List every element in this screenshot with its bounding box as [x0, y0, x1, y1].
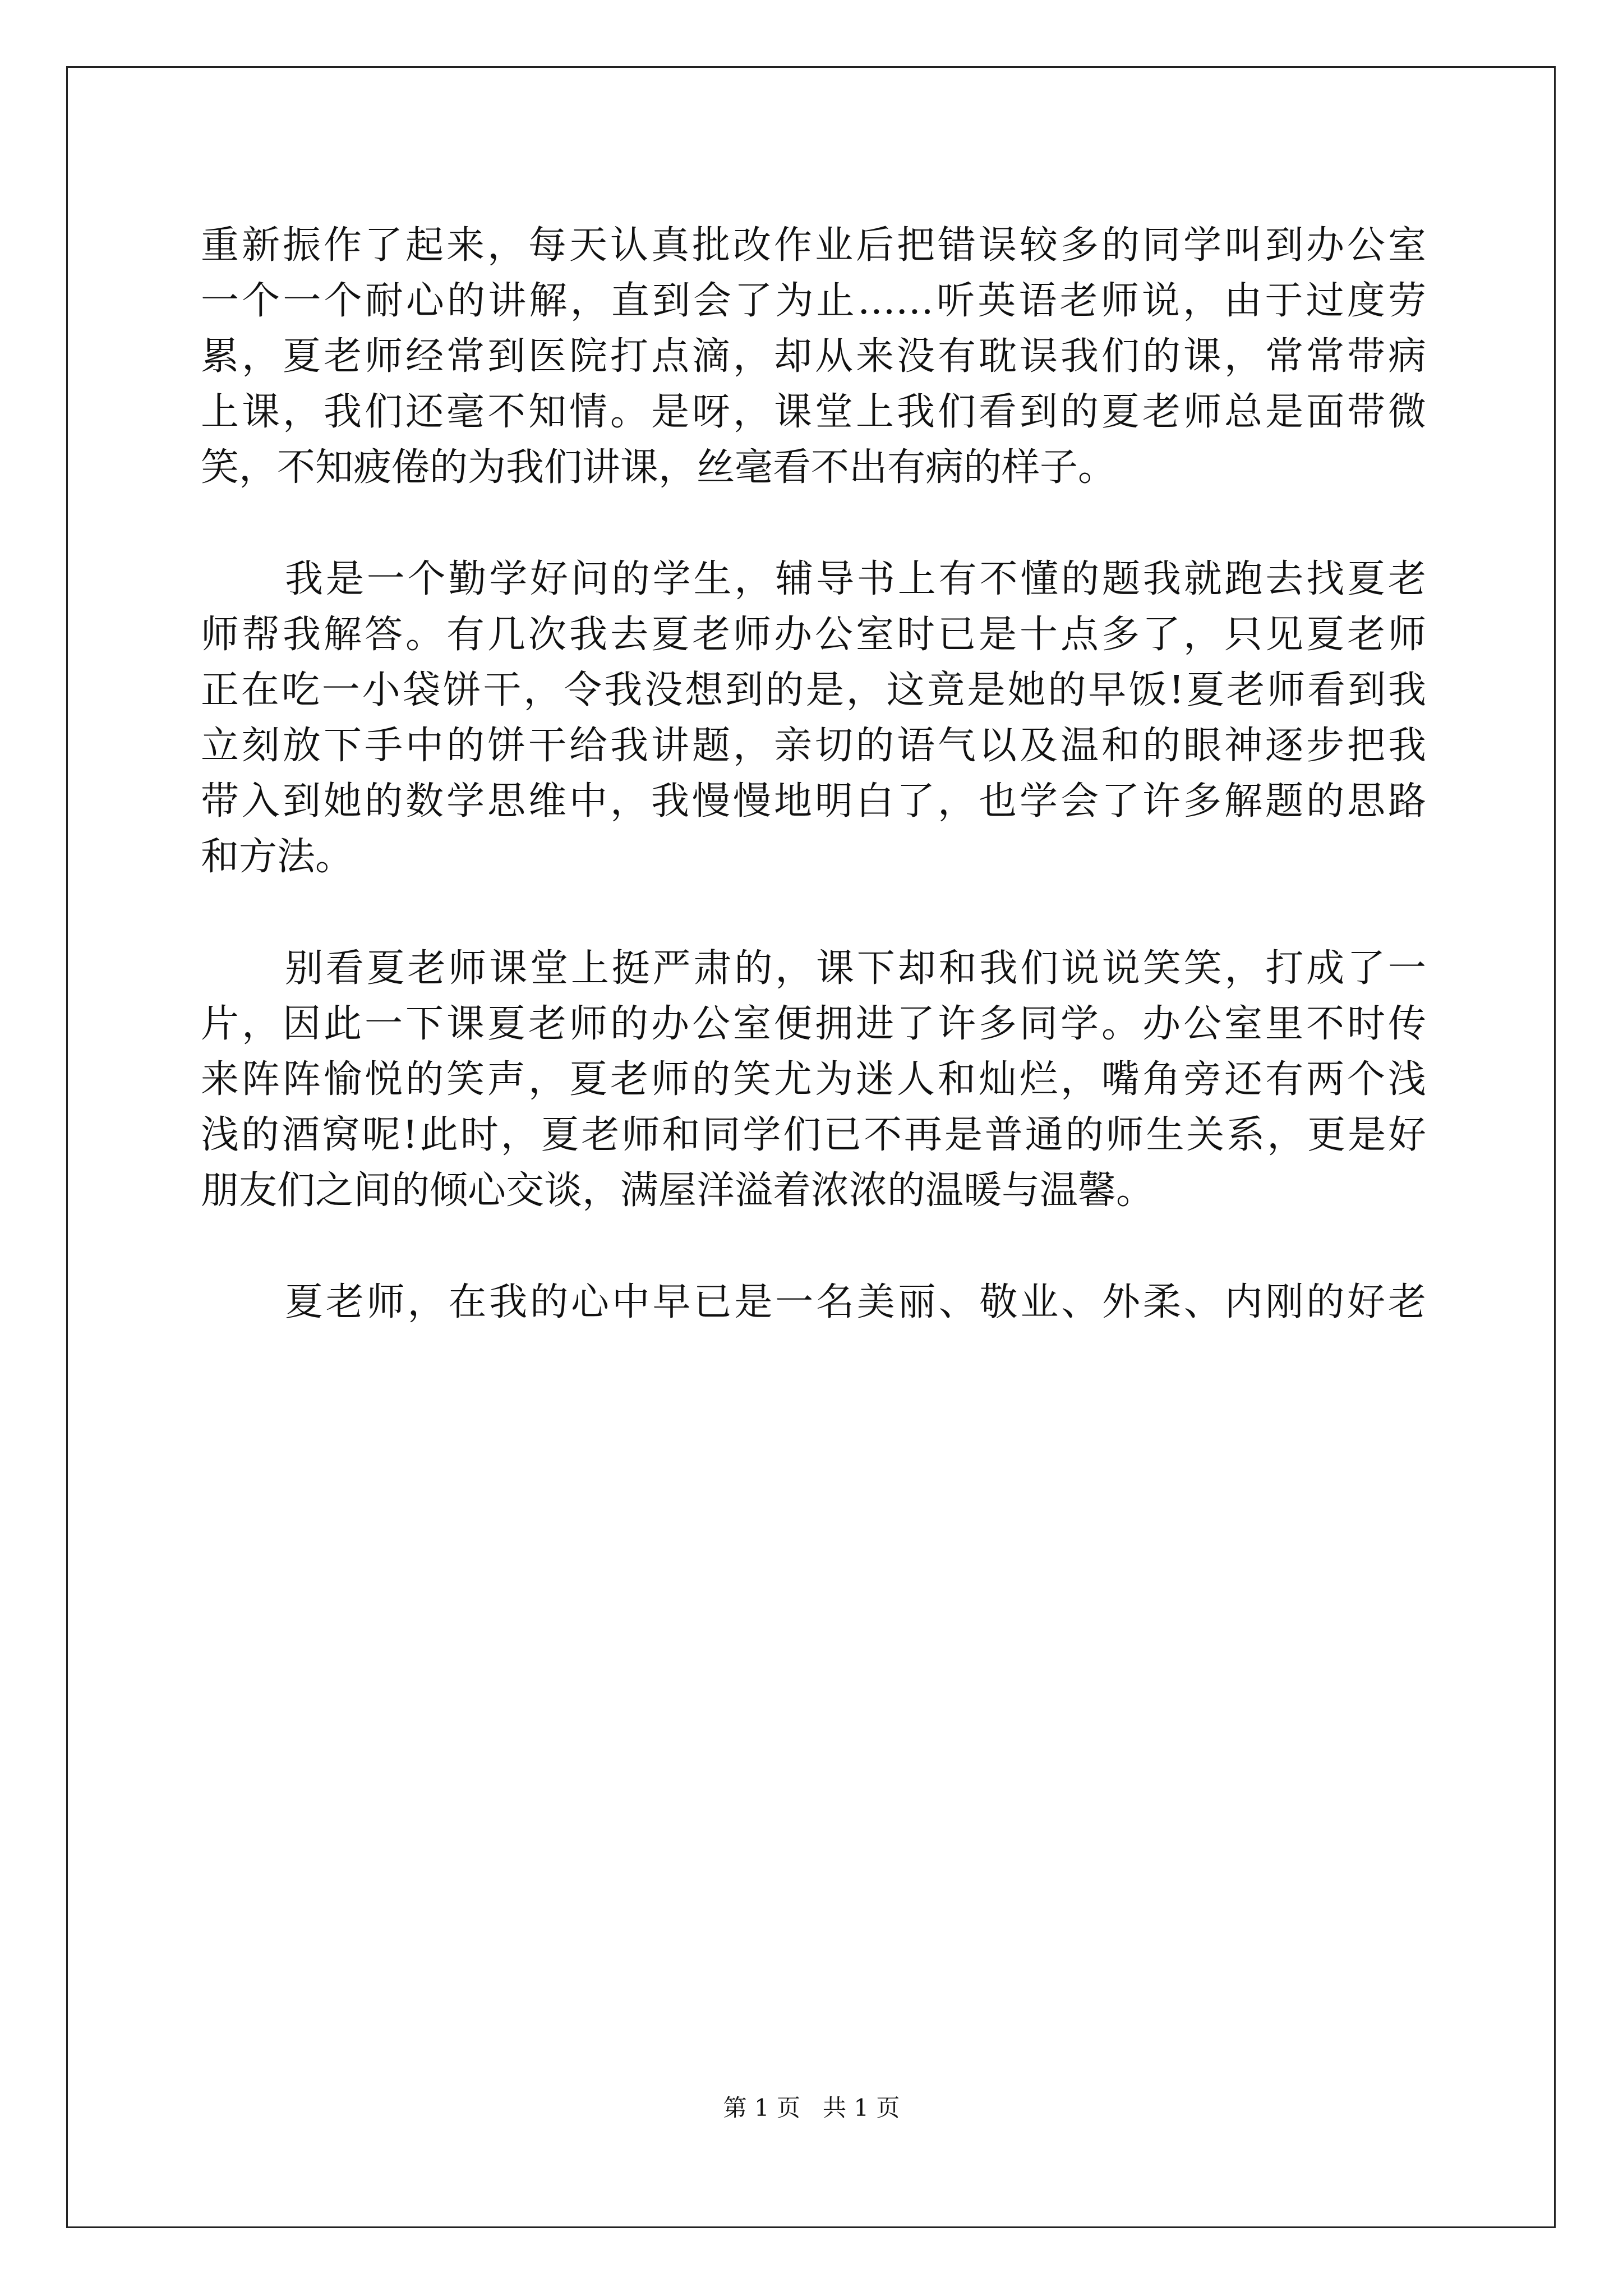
text-line: 正在吃一小袋饼干，令我没想到的是，这竟是她的早饭!夏老师看到我 — [201, 668, 1426, 712]
text-line: 累，夏老师经常到医院打点滴，却从来没有耽误我们的课，常常带病 — [201, 334, 1426, 379]
text-line: 片，因此一下课夏老师的办公室便拥进了许多同学。办公室里不时传 — [201, 1002, 1426, 1046]
text-line: 师帮我解答。有几次我去夏老师办公室时已是十点多了，只见夏老师 — [201, 613, 1426, 657]
text-line: 朋友们之间的倾心交谈，满屋洋溢着浓浓的温暖与温馨。 — [201, 1168, 1155, 1213]
paragraph — [201, 941, 1426, 1218]
text-line: 一个一个耐心的讲解，直到会了为止……听英语老师说，由于过度劳 — [201, 279, 1426, 323]
text-line: 带入到她的数学思维中，我慢慢地明白了，也学会了许多解题的思路 — [201, 779, 1426, 823]
text-line: 和方法。 — [201, 835, 354, 879]
page-number: 第 1 页 — [723, 2094, 800, 2122]
text-line: 来阵阵愉悦的笑声，夏老师的笑尤为迷人和灿烂，嘴角旁还有两个浅 — [201, 1057, 1426, 1102]
text-line: 夏老师，在我的心中早已是一名美丽、敬业、外柔、内刚的好老 — [285, 1280, 1426, 1324]
document-body — [201, 218, 1426, 1330]
page-footer — [0, 2090, 1623, 2123]
page-total: 共 1 页 — [823, 2094, 900, 2122]
paragraph — [201, 1274, 1426, 1330]
text-line: 立刻放下手中的饼干给我讲题，亲切的语气以及温和的眼神逐步把我 — [201, 724, 1426, 768]
paragraph — [201, 218, 1426, 495]
text-line: 笑，不知疲倦的为我们讲课，丝毫看不出有病的样子。 — [201, 445, 1117, 490]
text-line: 我是一个勤学好问的学生，辅导书上有不懂的题我就跑去找夏老 — [285, 557, 1426, 601]
paragraph — [201, 551, 1426, 885]
text-line: 上课，我们还毫不知情。是呀，课堂上我们看到的夏老师总是面带微 — [201, 390, 1426, 434]
text-line: 别看夏老师课堂上挺严肃的，课下却和我们说说笑笑，打成了一 — [285, 946, 1426, 991]
text-line: 浅的酒窝呢!此时，夏老师和同学们已不再是普通的师生关系，更是好 — [201, 1113, 1426, 1157]
text-line: 重新振作了起来，每天认真批改作业后把错误较多的同学叫到办公室 — [201, 223, 1426, 268]
